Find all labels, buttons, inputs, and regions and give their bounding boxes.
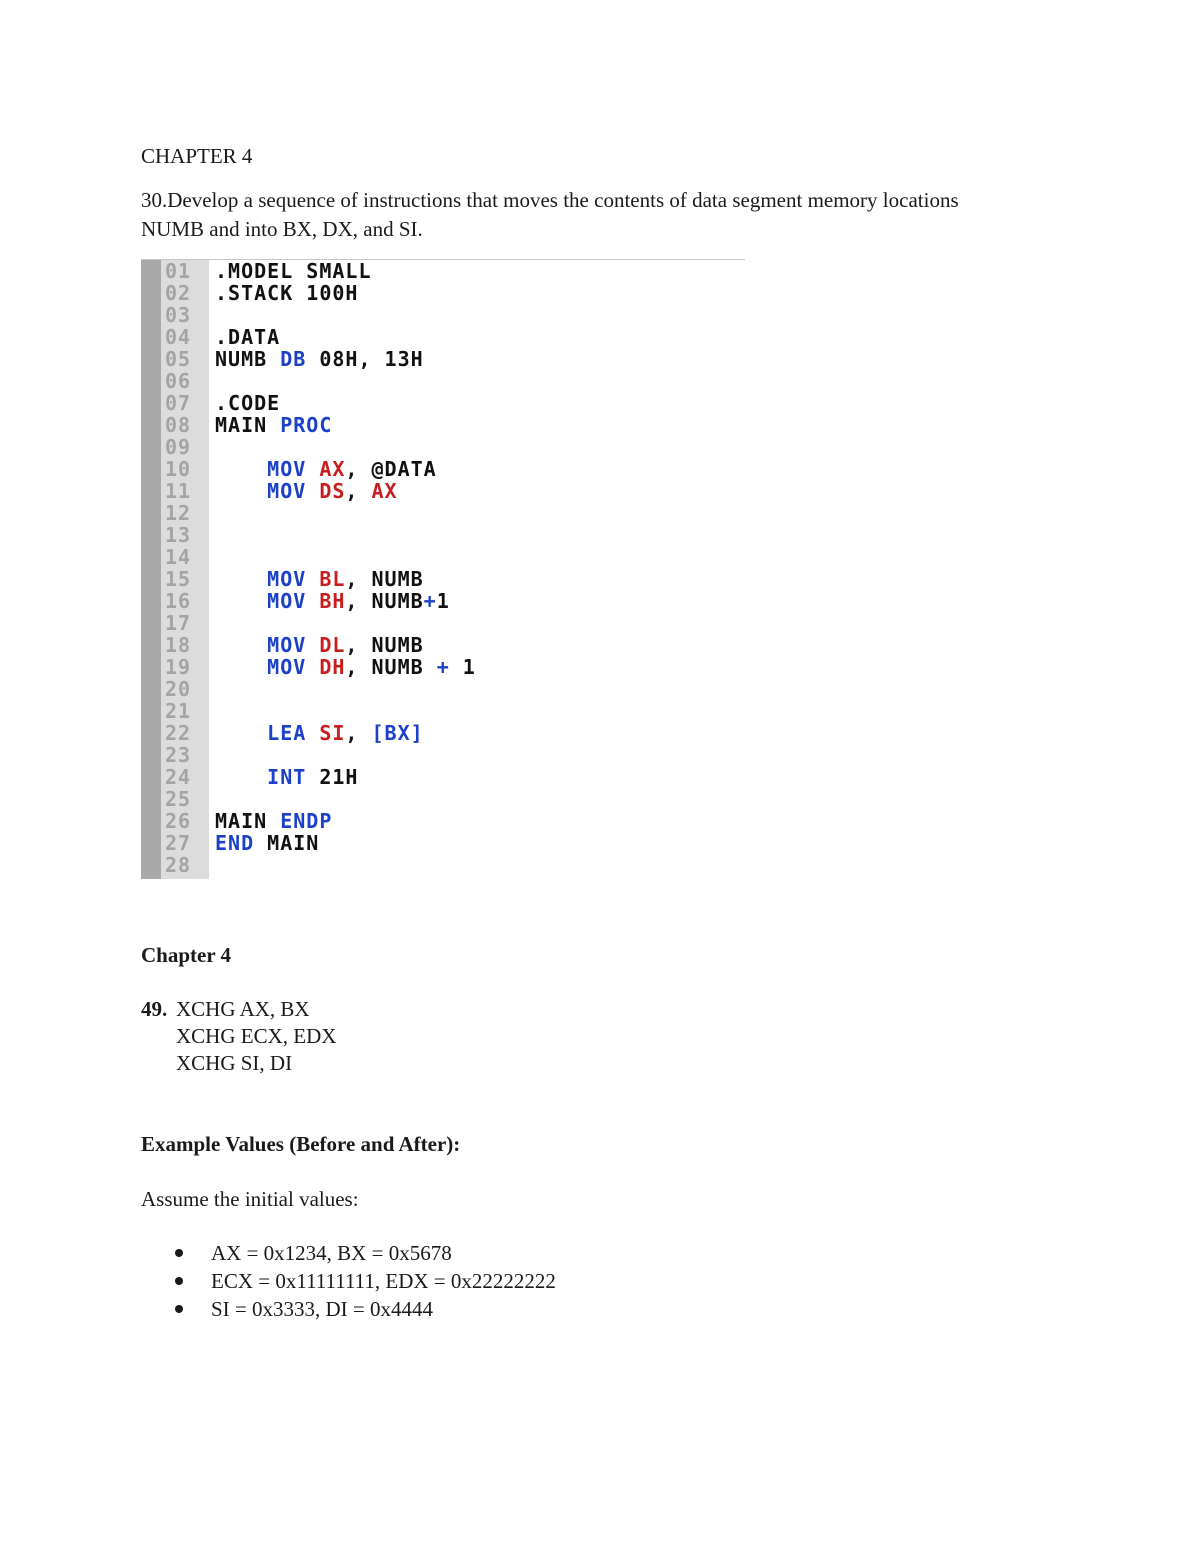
code-token: 1 — [436, 589, 450, 613]
code-line-number: 03 — [165, 303, 192, 327]
code-line-number: 19 — [165, 655, 192, 679]
code-line — [215, 326, 280, 348]
code-token: MAIN — [215, 413, 281, 437]
code-token: 08H, 13H — [319, 347, 424, 371]
code-line-number: 10 — [165, 457, 192, 481]
bullet-dot — [175, 1305, 183, 1313]
code-line-number: 04 — [165, 325, 192, 349]
code-token: MOV — [215, 479, 320, 503]
example-heading: Example Values (Before and After): — [141, 1132, 461, 1156]
chapter-heading-2: Chapter 4 — [141, 943, 232, 967]
code-screenshot — [141, 259, 745, 879]
code-line-number: 27 — [165, 831, 192, 855]
code-token: + — [423, 589, 437, 613]
code-token: MAIN — [215, 809, 281, 833]
code-token: LEA — [215, 721, 320, 745]
code-line-number: 22 — [165, 721, 192, 745]
code-line — [215, 766, 358, 788]
code-token: PROC — [280, 413, 333, 437]
code-line-number: 25 — [165, 787, 192, 811]
code-token: MOV — [215, 567, 320, 591]
code-token: , NUMB — [345, 567, 424, 591]
code-token: .MODEL SMALL — [215, 259, 372, 283]
code-line — [215, 480, 398, 502]
code-line — [215, 656, 476, 678]
question-line-1: 30.Develop a sequence of instructions that moves the contents of data segment memory locations — [141, 188, 959, 212]
code-token: .CODE — [215, 391, 281, 415]
code-line-number: 05 — [165, 347, 192, 371]
code-token: DS — [319, 479, 346, 503]
code-line — [215, 810, 332, 832]
code-token: , NUMB — [345, 589, 424, 613]
code-token: + — [436, 655, 450, 679]
code-line-number: 26 — [165, 809, 192, 833]
code-token: MOV — [215, 633, 320, 657]
code-token: , — [345, 721, 372, 745]
code-line — [215, 392, 280, 414]
code-token: , NUMB — [345, 633, 424, 657]
code-line-number: 18 — [165, 633, 192, 657]
code-line-number: 16 — [165, 589, 192, 613]
code-line — [215, 722, 424, 744]
code-line-number: 24 — [165, 765, 192, 789]
code-line-number: 14 — [165, 545, 192, 569]
code-token: NUMB — [215, 347, 281, 371]
code-token: INT — [215, 765, 320, 789]
code-token: 1 — [449, 655, 476, 679]
code-token: DL — [319, 633, 346, 657]
code-token: .DATA — [215, 325, 281, 349]
code-line-number: 17 — [165, 611, 192, 635]
code-token: DH — [319, 655, 346, 679]
answer-line-3: XCHG SI, DI — [176, 1051, 293, 1075]
code-line — [215, 568, 424, 590]
bullet-item: SI = 0x3333, DI = 0x4444 — [211, 1297, 434, 1321]
code-token: [BX] — [371, 721, 424, 745]
code-line-number: 01 — [165, 259, 192, 283]
code-line-number: 11 — [165, 479, 192, 503]
answer-line-2: XCHG ECX, EDX — [176, 1024, 337, 1048]
code-line-number: 13 — [165, 523, 192, 547]
code-token: SI — [319, 721, 346, 745]
code-token: DB — [280, 347, 320, 371]
code-token: BL — [319, 567, 346, 591]
code-line-number: 02 — [165, 281, 192, 305]
code-token: AX — [371, 479, 398, 503]
code-line-number: 06 — [165, 369, 192, 393]
code-token: , — [345, 479, 372, 503]
code-token: , NUMB — [345, 655, 437, 679]
code-token: MOV — [215, 589, 320, 613]
code-line-number: 28 — [165, 853, 192, 877]
chapter-heading: CHAPTER 4 — [141, 144, 253, 168]
code-line-number: 09 — [165, 435, 192, 459]
code-line — [215, 348, 424, 370]
code-line — [215, 282, 358, 304]
example-intro: Assume the initial values: — [141, 1187, 359, 1211]
code-token: BH — [319, 589, 346, 613]
code-token: MOV — [215, 457, 320, 481]
code-line-number: 15 — [165, 567, 192, 591]
code-token: 21H — [319, 765, 359, 789]
code-token: MOV — [215, 655, 320, 679]
code-token: .STACK 100H — [215, 281, 359, 305]
code-gutter-edge — [141, 260, 161, 879]
code-token: , @DATA — [345, 457, 437, 481]
bullet-item: AX = 0x1234, BX = 0x5678 — [211, 1241, 452, 1265]
answer-number: 49. — [141, 997, 168, 1021]
code-line — [215, 634, 424, 656]
code-line-number: 20 — [165, 677, 192, 701]
bullet-item: ECX = 0x11111111, EDX = 0x22222222 — [211, 1269, 556, 1293]
code-line — [215, 414, 332, 436]
code-line-number: 07 — [165, 391, 192, 415]
code-token: END — [215, 831, 268, 855]
code-token: ENDP — [280, 809, 333, 833]
bullet-dot — [175, 1249, 183, 1257]
bullet-dot — [175, 1277, 183, 1285]
code-token: MAIN — [267, 831, 320, 855]
code-line-number: 21 — [165, 699, 192, 723]
code-line — [215, 458, 437, 480]
code-line-number: 08 — [165, 413, 192, 437]
code-line-number: 23 — [165, 743, 192, 767]
code-line — [215, 260, 372, 282]
code-token: AX — [319, 457, 346, 481]
code-line — [215, 832, 319, 854]
question-line-2: NUMB and into BX, DX, and SI. — [141, 217, 423, 241]
answer-line-1: XCHG AX, BX — [176, 997, 310, 1021]
code-line — [215, 590, 450, 612]
code-line-number: 12 — [165, 501, 192, 525]
